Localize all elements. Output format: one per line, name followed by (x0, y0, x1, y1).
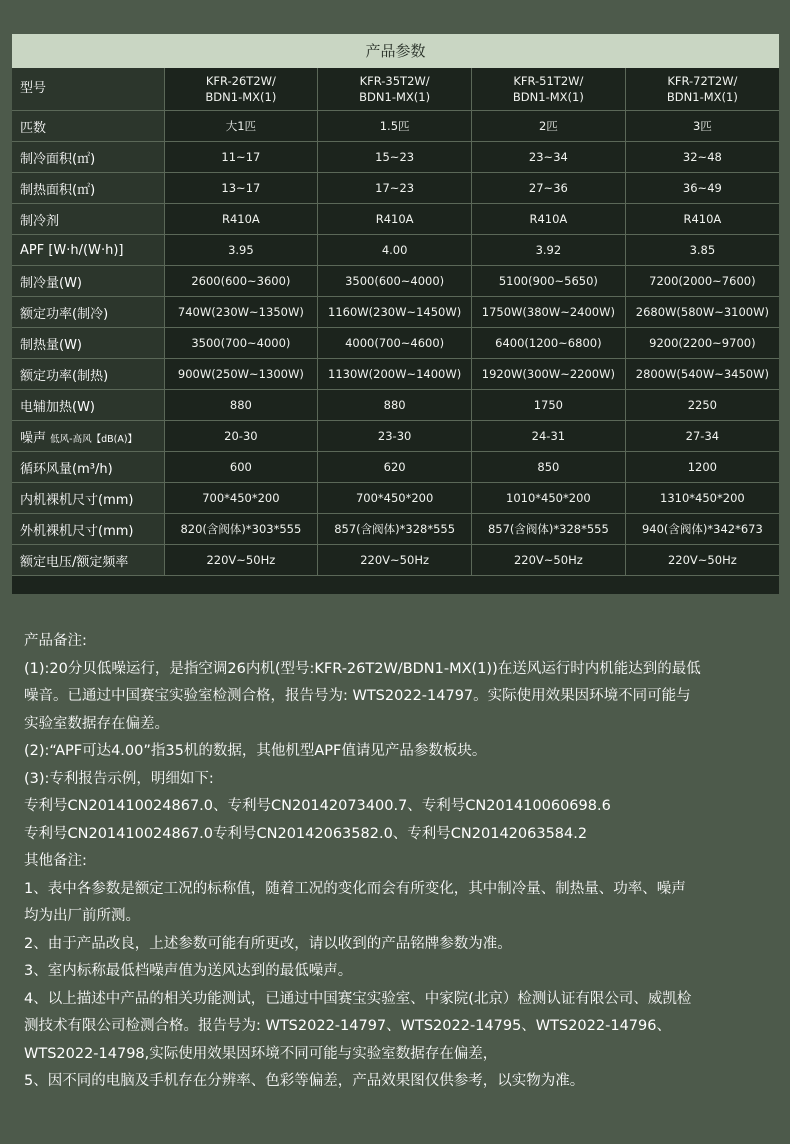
spec-table (12, 68, 779, 576)
model-line: KFR-72T2W/ (667, 74, 738, 88)
model-cell (625, 68, 779, 111)
table-row (12, 545, 779, 576)
row-label-text: 循环风量(m³/h) (20, 461, 113, 477)
row-label-text: 制冷剂 (20, 213, 60, 229)
note-line: 其他备注: (24, 853, 87, 869)
table-row (12, 142, 779, 173)
note-line: (1):20分贝低噪运行，是指空调26内机(型号:KFR-26T2W/BDN1-MX(1))在送风运行时内机能达到的最低 (24, 660, 701, 677)
table-cell: R410A (472, 204, 626, 235)
row-label (12, 421, 164, 452)
table-cell: 11~17 (164, 142, 318, 173)
table-cell: 9200(2200~9700) (625, 328, 779, 359)
table-cell: 220V~50Hz (625, 545, 779, 576)
row-label-sub: 低风-高风【dB(A)】 (50, 433, 138, 445)
table-cell: 32~48 (625, 142, 779, 173)
table-cell: 17~23 (318, 173, 472, 204)
table-row (12, 235, 779, 266)
table-row (12, 421, 779, 452)
table-cell: 2680W(580W~3100W) (625, 297, 779, 328)
table-row (12, 204, 779, 235)
table-row (12, 483, 779, 514)
table-cell: 2800W(540W~3450W) (625, 359, 779, 390)
row-label-text: 制冷量(W) (20, 275, 82, 291)
table-cell: 2250 (625, 390, 779, 421)
row-label (12, 297, 164, 328)
table-cell: 4.00 (318, 235, 472, 266)
table-cell: 3.85 (625, 235, 779, 266)
table-cell: 1310*450*200 (625, 483, 779, 514)
row-label (12, 235, 164, 266)
table-row (12, 514, 779, 545)
table-cell: 880 (318, 390, 472, 421)
table-cell: 1920W(300W~2200W) (472, 359, 626, 390)
note-line: 1、表中各参数是额定工况的标称值，随着工况的变化而会有所变化，其中制冷量、制热量、功率、噪声 (24, 880, 686, 897)
note-line: 专利号CN201410024867.0专利号CN20142063582.0、专利号CN20142063584.2 (24, 825, 588, 842)
table-cell: 620 (318, 452, 472, 483)
table-cell: R410A (625, 204, 779, 235)
table-cell: 13~17 (164, 173, 318, 204)
row-label (12, 204, 164, 235)
row-label-text: 额定电压/额定频率 (20, 554, 129, 570)
table-cell: 4000(700~4600) (318, 328, 472, 359)
table-cell: 740W(230W~1350W) (164, 297, 318, 328)
table-cell: 940(含阀体)*342*673 (625, 514, 779, 545)
table-cell: 700*450*200 (164, 483, 318, 514)
table-cell: 7200(2000~7600) (625, 266, 779, 297)
table-cell: 220V~50Hz (318, 545, 472, 576)
model-line: BDN1-MX(1) (666, 90, 738, 104)
row-label (12, 359, 164, 390)
table-cell: 880 (164, 390, 318, 421)
table-cell: 850 (472, 452, 626, 483)
table-cell: 700*450*200 (318, 483, 472, 514)
row-label (12, 452, 164, 483)
row-label-text: APF [W·h/(W·h)] (20, 242, 124, 258)
model-cell (472, 68, 626, 111)
row-label-text: 外机裸机尺寸(mm) (20, 523, 134, 539)
row-label-text: 制热面积(㎡) (20, 182, 96, 198)
note-line: WTS2022-14798,实际使用效果因环境不同可能与实验室数据存在偏差， (24, 1045, 498, 1062)
table-cell: 220V~50Hz (164, 545, 318, 576)
header-label: 型号 (12, 68, 164, 111)
table-cell: R410A (164, 204, 318, 235)
model-cell (164, 68, 318, 111)
table-cell: 2匹 (472, 111, 626, 142)
table-cell: 20-30 (164, 421, 318, 452)
model-line: BDN1-MX(1) (512, 90, 584, 104)
model-line: KFR-26T2W/ (205, 74, 276, 88)
table-cell: 大1匹 (164, 111, 318, 142)
row-label-text: 噪声 (20, 430, 47, 446)
table-row (12, 359, 779, 390)
table-cell: 820(含阀体)*303*555 (164, 514, 318, 545)
table-cell: 3500(600~4000) (318, 266, 472, 297)
row-label (12, 545, 164, 576)
note-line: (2):“APF可达4.00”指35机的数据，其他机型APF值请见产品参数板块。 (24, 743, 487, 759)
table-cell: 600 (164, 452, 318, 483)
row-label (12, 266, 164, 297)
row-label-text: 电辅加热(W) (20, 399, 95, 415)
table-row (12, 390, 779, 421)
note-line: 2、由于产品改良，上述参数可能有所更改，请以收到的产品铭牌参数为准。 (24, 935, 512, 952)
table-cell: 5100(900~5650) (472, 266, 626, 297)
table-cell: 3.95 (164, 235, 318, 266)
row-label-text: 制冷面积(㎡) (20, 151, 96, 167)
table-cell: 1010*450*200 (472, 483, 626, 514)
note-line: 4、以上描述中产品的相关功能测试，已通过中国赛宝实验室、中家院(北京）检测认证有限公司、威凯检 (24, 990, 692, 1007)
note-line: 产品备注: (24, 633, 87, 649)
table-row (12, 111, 779, 142)
table-cell: 23-30 (318, 421, 472, 452)
table-cell: 27-34 (625, 421, 779, 452)
note-line: 5、因不同的电脑及手机存在分辨率、色彩等偏差，产品效果图仅供参考，以实物为准。 (24, 1073, 585, 1089)
row-label (12, 328, 164, 359)
table-cell: 36~49 (625, 173, 779, 204)
table-cell: 857(含阀体)*328*555 (472, 514, 626, 545)
table-cell: 1.5匹 (318, 111, 472, 142)
table-title: 产品参数 (12, 34, 779, 68)
note-line: 专利号CN201410024867.0、专利号CN20142073400.7、专利号CN201410060698.6 (24, 798, 611, 814)
table-header-row (12, 68, 779, 111)
table-cell: 15~23 (318, 142, 472, 173)
table-cell: 3.92 (472, 235, 626, 266)
table-cell: 857(含阀体)*328*555 (318, 514, 472, 545)
table-cell: 3500(700~4000) (164, 328, 318, 359)
table-row (12, 328, 779, 359)
table-cell: 220V~50Hz (472, 545, 626, 576)
table-row (12, 297, 779, 328)
product-notes (24, 628, 776, 1096)
note-line: 均为出厂前所测。 (24, 908, 140, 924)
row-label (12, 483, 164, 514)
table-cell: 23~34 (472, 142, 626, 173)
table-cell: 1750 (472, 390, 626, 421)
table-cell: 1130W(200W~1400W) (318, 359, 472, 390)
table-cell: 1200 (625, 452, 779, 483)
row-label (12, 111, 164, 142)
model-line: KFR-35T2W/ (359, 74, 430, 88)
table-cell: 24-31 (472, 421, 626, 452)
note-line: 3、室内标称最低档噪声值为送风达到的最低噪声。 (24, 963, 353, 979)
table-cell: 27~36 (472, 173, 626, 204)
row-label (12, 173, 164, 204)
table-cell: 6400(1200~6800) (472, 328, 626, 359)
table-cell: R410A (318, 204, 472, 235)
table-row (12, 452, 779, 483)
row-label (12, 514, 164, 545)
model-line: BDN1-MX(1) (359, 90, 431, 104)
table-cell: 1160W(230W~1450W) (318, 297, 472, 328)
table-cell: 900W(250W~1300W) (164, 359, 318, 390)
row-label-text: 内机裸机尺寸(mm) (20, 492, 134, 508)
row-label-text: 额定功率(制热) (20, 368, 109, 384)
row-label (12, 142, 164, 173)
table-cell: 3匹 (625, 111, 779, 142)
table-cell: 2600(600~3600) (164, 266, 318, 297)
note-line: 噪音。已通过中国赛宝实验室检测合格，报告号为: WTS2022-14797。实际使用效果因环境不同可能与 (24, 688, 691, 704)
row-label-text: 匹数 (20, 120, 47, 136)
product-params-panel (12, 34, 779, 594)
row-label-text: 额定功率(制冷) (20, 306, 109, 322)
table-row (12, 266, 779, 297)
model-line: BDN1-MX(1) (205, 90, 277, 104)
model-cell (318, 68, 472, 111)
note-line: 测技术有限公司检测合格。报告号为: WTS2022-14797、WTS2022-14795、WTS2022-14796、 (24, 1018, 671, 1034)
table-cell: 1750W(380W~2400W) (472, 297, 626, 328)
table-row (12, 173, 779, 204)
note-line: (3):专利报告示例，明细如下: (24, 770, 214, 787)
model-line: KFR-51T2W/ (513, 74, 584, 88)
note-line: 实验室数据存在偏差。 (24, 715, 169, 732)
row-label (12, 390, 164, 421)
row-label-text: 制热量(W) (20, 337, 82, 353)
